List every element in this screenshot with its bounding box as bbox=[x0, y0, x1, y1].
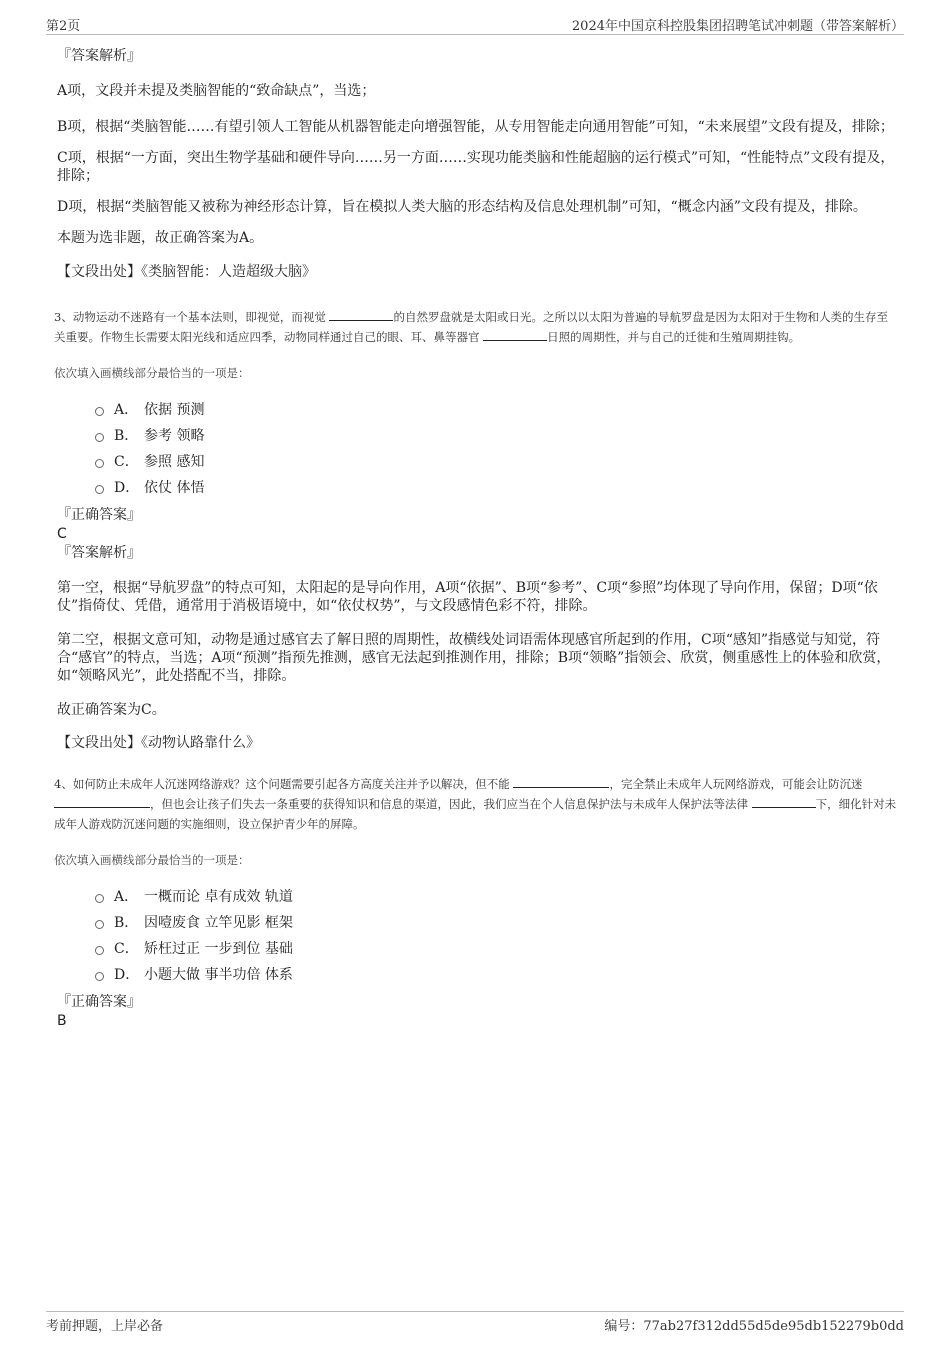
radio-icon[interactable] bbox=[95, 946, 104, 955]
radio-icon[interactable] bbox=[95, 433, 104, 442]
correct-answer: C bbox=[57, 526, 67, 542]
fill-blank bbox=[329, 308, 393, 321]
radio-icon[interactable] bbox=[95, 920, 104, 929]
fill-blank bbox=[483, 328, 547, 341]
option-c[interactable]: C． 矫枉过正 一步到位 基础 bbox=[95, 940, 897, 966]
question-stem: 3、动物运动不迷路有一个基本法则，即视觉，而视觉 的自然罗盘就是太阳或日光。之所以以太阳为普遍的导航罗盘是因为太阳对于生物和人类的生存至关重要。作物生长需要太阳光线和适应四季，动物同样通过自己的眼、耳、鼻等器官 日照的周期性，并与自己的迁徙和生殖周期挂钩。 bbox=[54, 310, 888, 344]
analysis-paragraph: 第二空，根据文意可知，动物是通过感官去了解日照的周期性，故横线处词语需体现感官所起到的作用，C项“感知”指感觉与知觉，符合“感官”的特点，当选；A项“预测”指预先推测，感官无法起到推测作用，排除；B项“领略”指领会、欣赏，侧重感性上的体验和欣赏，如“领略风光”，此处搭配不当，排除。 bbox=[57, 632, 891, 684]
fill-blank bbox=[513, 775, 609, 788]
option-d[interactable]: D． 依仗 体悟 bbox=[95, 479, 897, 505]
analysis-conclusion: 故正确答案为C。 bbox=[57, 702, 166, 718]
question-stem: 4、如何防止未成年人沉迷网络游戏？这个问题需要引起各方高度关注并予以解决，但不能 ，完全禁止未成年人玩网络游戏，可能会让防沉迷 ，但也会让孩子们失去一条重要的获得知识和信息的渠道，因此，我们应当在个人信息保护法与未成年人保护法等法律 下，细化针对未成年人游戏防沉迷问题的实施细则，设立保护青少年的屏障。 bbox=[54, 777, 897, 831]
analysis-paragraph: D项，根据“类脑智能又被称为神经形态计算，旨在模拟人类大脑的形态结构及信息处理机制”可知，“概念内涵”文段有提及，排除。 bbox=[57, 199, 867, 215]
document-serial: 编号：77ab27f312dd55d5de95db152279b0dd bbox=[604, 1319, 904, 1334]
option-d[interactable]: D． 小题大做 事半功倍 体系 bbox=[95, 966, 897, 992]
analysis-conclusion: 本题为选非题，故正确答案为A。 bbox=[57, 230, 264, 246]
analysis-tag: 『答案解析』 bbox=[57, 48, 141, 64]
correct-answer-tag: 『正确答案』 bbox=[57, 507, 141, 523]
analysis-tag: 『答案解析』 bbox=[57, 545, 141, 561]
radio-icon[interactable] bbox=[95, 894, 104, 903]
correct-answer: B bbox=[57, 1013, 67, 1029]
document-body bbox=[54, 46, 897, 1030]
analysis-paragraph: C项，根据“一方面，突出生物学基础和硬件导向……另一方面……实现功能类脑和性能超脑的运行模式”可知，“性能特点”文段有提及，排除； bbox=[57, 150, 895, 184]
fill-blank bbox=[752, 795, 816, 808]
page-number: 第2页 bbox=[46, 19, 81, 34]
radio-icon[interactable] bbox=[95, 972, 104, 981]
radio-icon[interactable] bbox=[95, 459, 104, 468]
option-list bbox=[95, 401, 897, 505]
option-c[interactable]: C． 参照 感知 bbox=[95, 453, 897, 479]
source-citation: 【文段出处】《动物认路靠什么》 bbox=[57, 735, 260, 751]
option-b[interactable]: B． 参考 领略 bbox=[95, 427, 897, 453]
source-citation: 【文段出处】《类脑智能：人造超级大脑》 bbox=[57, 264, 316, 280]
correct-answer-tag: 『正确答案』 bbox=[57, 994, 141, 1010]
option-a[interactable]: A． 一概而论 卓有成效 轨道 bbox=[95, 888, 897, 914]
analysis-paragraph: 第一空，根据“导航罗盘”的特点可知，太阳起的是导向作用，A项“依据”、B项“参考”、C项“参照”均体现了导向作用，保留；D项“依仗”指倚仗、凭借，通常用于消极语境中，如“依仗权势”，与文段感情色彩不符，排除。 bbox=[57, 580, 878, 614]
analysis-paragraph: B项，根据“类脑智能……有望引领人工智能从机器智能走向增强智能，从专用智能走向通用智能”可知，“未来展望”文段有提及，排除； bbox=[57, 119, 894, 135]
page-header bbox=[46, 14, 904, 35]
question-instruction: 依次填入画横线部分最恰当的一项是： bbox=[54, 853, 250, 867]
footer-slogan: 考前押题，上岸必备 bbox=[46, 1319, 164, 1334]
option-list bbox=[95, 888, 897, 992]
fill-blank bbox=[54, 795, 150, 808]
page-footer bbox=[46, 1311, 904, 1334]
document-title: 2024年中国京科控股集团招聘笔试冲刺题（带答案解析） bbox=[571, 19, 904, 34]
question-instruction: 依次填入画横线部分最恰当的一项是： bbox=[54, 366, 250, 380]
analysis-paragraph: A项，文段并未提及类脑智能的“致命缺点”，当选； bbox=[57, 83, 376, 99]
radio-icon[interactable] bbox=[95, 485, 104, 494]
option-b[interactable]: B． 因噎废食 立竿见影 框架 bbox=[95, 914, 897, 940]
radio-icon[interactable] bbox=[95, 407, 104, 416]
option-a[interactable]: A． 依据 预测 bbox=[95, 401, 897, 427]
